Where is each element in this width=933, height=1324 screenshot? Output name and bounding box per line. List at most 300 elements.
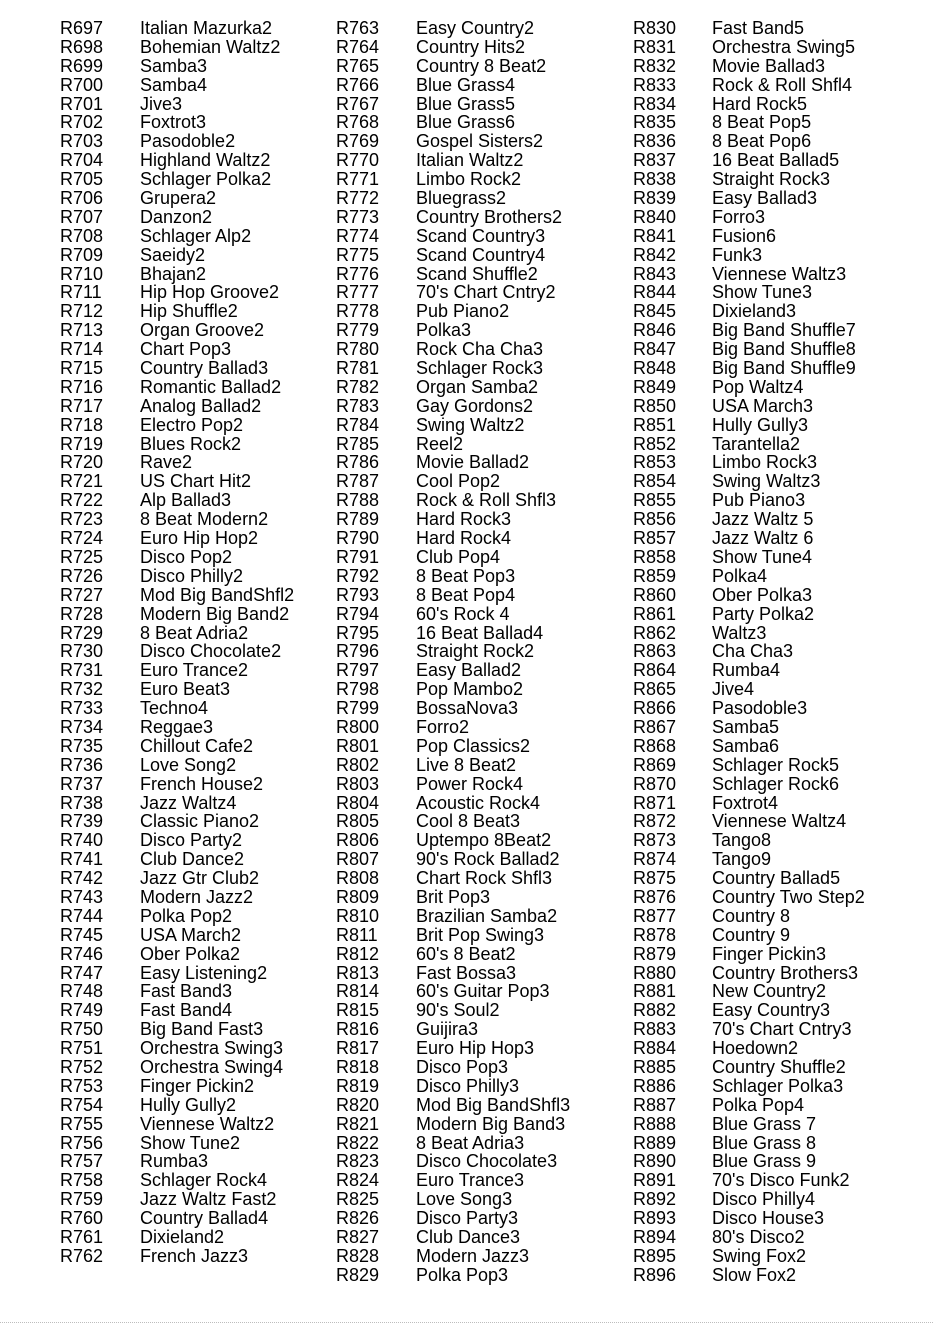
- rhythm-code: R883: [633, 1019, 677, 1040]
- rhythm-code: R877: [633, 905, 677, 926]
- rhythm-code: R813: [336, 962, 380, 983]
- rhythm-code: R845: [633, 301, 677, 322]
- rhythm-code: R784: [336, 414, 380, 435]
- rhythm-name: Club Dance2: [140, 849, 245, 870]
- rhythm-name: Electro Pop2: [140, 414, 244, 435]
- rhythm-code: R895: [633, 1245, 677, 1266]
- rhythm-name: Pasodoble2: [140, 131, 236, 152]
- rhythm-code: R894: [633, 1227, 677, 1247]
- rhythm-name: Disco Chocolate2: [140, 641, 282, 662]
- rhythm-name: Mod Big BandShfl2: [140, 584, 295, 605]
- rhythm-name: Analog Ballad2: [140, 395, 262, 416]
- rhythm-name: Easy Country3: [712, 1000, 831, 1021]
- rhythm-code: R797: [336, 660, 380, 681]
- rhythm-name: Fusion6: [712, 225, 777, 246]
- rhythm-name: Samba6: [712, 735, 780, 756]
- rhythm-name: Pop Classics2: [416, 735, 531, 756]
- rhythm-name: Uptempo 8Beat2: [416, 830, 552, 851]
- rhythm-name: 16 Beat Ballad5: [712, 150, 840, 171]
- rhythm-name: Polka3: [416, 320, 472, 341]
- rhythm-name: Hard Rock5: [712, 93, 808, 114]
- rhythm-code: R802: [336, 754, 380, 775]
- rhythm-code: R730: [60, 641, 104, 662]
- rhythm-code: R729: [60, 622, 104, 643]
- rhythm-name: Brazilian Samba2: [416, 905, 558, 926]
- rhythm-name: Fast Band4: [140, 1000, 233, 1021]
- rhythm-code: R719: [60, 433, 104, 454]
- rhythm-name: Love Song3: [416, 1189, 513, 1210]
- rhythm-code: R896: [633, 1264, 677, 1285]
- rhythm-name: Country 9: [712, 924, 791, 945]
- rhythm-name: Disco Philly2: [140, 565, 244, 586]
- rhythm-code: R770: [336, 150, 380, 171]
- rhythm-code: R737: [60, 773, 104, 794]
- rhythm-name: Samba4: [140, 74, 208, 95]
- rhythm-code: R794: [336, 603, 380, 624]
- rhythm-name: Swing Waltz2: [416, 414, 525, 435]
- rhythm-name: Gay Gordons2: [416, 395, 534, 416]
- rhythm-name: Country Ballad4: [140, 1208, 269, 1229]
- rhythm-code: R786: [336, 452, 380, 473]
- rhythm-code: R722: [60, 490, 104, 511]
- rhythm-code: R782: [336, 376, 380, 397]
- rhythm-name: Easy Listening2: [140, 962, 268, 983]
- rhythm-name: Disco House3: [712, 1208, 825, 1229]
- rhythm-name: Forro2: [416, 716, 470, 737]
- rhythm-code: R773: [336, 206, 380, 227]
- rhythm-name: 8 Beat Pop5: [712, 112, 812, 133]
- rhythm-name: 70's Disco Funk2: [712, 1170, 850, 1191]
- rhythm-code: R740: [60, 830, 104, 851]
- rhythm-code: R886: [633, 1075, 677, 1096]
- rhythm-name: Blue Grass 8: [712, 1132, 817, 1153]
- rhythm-name: Limbo Rock2: [416, 169, 522, 190]
- rhythm-code: R707: [60, 206, 104, 227]
- rhythm-name: Bohemian Waltz2: [140, 36, 281, 57]
- rhythm-code: R852: [633, 433, 677, 454]
- rhythm-code: R764: [336, 36, 380, 57]
- rhythm-code: R801: [336, 735, 380, 756]
- rhythm-code: R880: [633, 962, 677, 983]
- rhythm-name: Hip Shuffle2: [140, 301, 238, 322]
- rhythm-name: Forro3: [712, 206, 766, 227]
- rhythm-name: Euro Hip Hop3: [416, 1038, 535, 1059]
- rhythm-code: R872: [633, 811, 677, 832]
- rhythm-name: Easy Country2: [416, 18, 535, 38]
- rhythm-name: Jazz Waltz 5: [712, 509, 814, 530]
- rhythm-code: R867: [633, 716, 677, 737]
- rhythm-code: R868: [633, 735, 677, 756]
- rhythm-code: R887: [633, 1094, 677, 1115]
- rhythm-code: R859: [633, 565, 677, 586]
- rhythm-code: R748: [60, 981, 104, 1002]
- rhythm-code: R851: [633, 414, 677, 435]
- rhythm-name: Disco Pop2: [140, 546, 233, 567]
- rhythm-name: Blue Grass 7: [712, 1113, 817, 1134]
- rhythm-name: BossaNova3: [416, 698, 519, 719]
- rhythm-code: R747: [60, 962, 104, 983]
- rhythm-name: 8 Beat Adria3: [416, 1132, 525, 1153]
- rhythm-code: R819: [336, 1075, 380, 1096]
- rhythm-code: R754: [60, 1094, 104, 1115]
- rhythm-code: R861: [633, 603, 677, 624]
- rhythm-code: R703: [60, 131, 104, 152]
- rhythm-name: Rock & Roll Shfl3: [416, 490, 557, 511]
- rhythm-code: R766: [336, 74, 380, 95]
- rhythm-name: Limbo Rock3: [712, 452, 818, 473]
- rhythm-code: R732: [60, 679, 104, 700]
- rhythm-code: R846: [633, 320, 677, 341]
- rhythm-name: Chillout Cafe2: [140, 735, 254, 756]
- rhythm-name: Euro Trance3: [416, 1170, 525, 1191]
- rhythm-name: 8 Beat Pop3: [416, 565, 516, 586]
- rhythm-code: R762: [60, 1245, 104, 1266]
- rhythm-code: R812: [336, 943, 380, 964]
- rhythm-code: R885: [633, 1056, 677, 1077]
- rhythm-code: R835: [633, 112, 677, 133]
- rhythm-code: R718: [60, 414, 104, 435]
- rhythm-code: R778: [336, 301, 380, 322]
- rhythm-code: R865: [633, 679, 677, 700]
- rhythm-code: R720: [60, 452, 104, 473]
- rhythm-name: 70's Chart Cntry3: [712, 1019, 852, 1040]
- rhythm-code: R701: [60, 93, 104, 114]
- rhythm-name: Club Pop4: [416, 546, 501, 567]
- rhythm-code: R890: [633, 1151, 677, 1172]
- rhythm-name: Euro Trance2: [140, 660, 249, 681]
- rhythm-code: R744: [60, 905, 104, 926]
- rhythm-code: R863: [633, 641, 677, 662]
- rhythm-name: Polka Pop3: [416, 1264, 509, 1285]
- rhythm-name: Modern Jazz3: [416, 1245, 530, 1266]
- rhythm-code: R727: [60, 584, 104, 605]
- rhythm-name: Rock & Roll Shfl4: [712, 74, 853, 95]
- rhythm-name: Euro Beat3: [140, 679, 231, 700]
- rhythm-name: Italian Mazurka2: [140, 18, 273, 38]
- rhythm-code: R787: [336, 471, 380, 492]
- rhythm-name: Rock Cha Cha3: [416, 339, 544, 360]
- rhythm-code: R791: [336, 546, 380, 567]
- rhythm-name: Schlager Rock4: [140, 1170, 268, 1191]
- rhythm-name: Organ Samba2: [416, 376, 539, 397]
- rhythm-name: Gospel Sisters2: [416, 131, 544, 152]
- rhythm-code: R853: [633, 452, 677, 473]
- rhythm-code: R803: [336, 773, 380, 794]
- rhythm-name: Club Dance3: [416, 1227, 521, 1247]
- rhythm-code: R710: [60, 263, 104, 284]
- rhythm-name: Hard Rock4: [416, 528, 512, 549]
- rhythm-code: R790: [336, 528, 380, 549]
- rhythm-code: R752: [60, 1056, 104, 1077]
- rhythm-code: R739: [60, 811, 104, 832]
- page-bottom-rule: [0, 1322, 933, 1323]
- rhythm-name: 70's Chart Cntry2: [416, 282, 556, 303]
- rhythm-name: Love Song2: [140, 754, 237, 775]
- rhythm-name: Schlager Polka3: [712, 1075, 844, 1096]
- rhythm-code: R709: [60, 244, 104, 265]
- rhythm-name: Tarantella2: [712, 433, 801, 454]
- rhythm-name: Fast Band5: [712, 18, 805, 38]
- rhythm-name: Blue Grass4: [416, 74, 516, 95]
- rhythm-code: R756: [60, 1132, 104, 1153]
- rhythm-name: Easy Ballad2: [416, 660, 522, 681]
- rhythm-name: Pub Piano3: [712, 490, 806, 511]
- rhythm-name: Tango8: [712, 830, 772, 851]
- rhythm-name: Viennese Waltz3: [712, 263, 847, 284]
- rhythm-code: R830: [633, 18, 677, 38]
- rhythm-code: R698: [60, 36, 104, 57]
- rhythm-name: Reggae3: [140, 716, 214, 737]
- rhythm-code: R743: [60, 886, 104, 907]
- rhythm-code: R699: [60, 55, 104, 76]
- rhythm-code: R822: [336, 1132, 380, 1153]
- rhythm-name: Techno4: [140, 698, 209, 719]
- rhythm-code: R847: [633, 339, 677, 360]
- rhythm-name: Cool 8 Beat3: [416, 811, 521, 832]
- rhythm-code: R702: [60, 112, 104, 133]
- rhythm-code: R889: [633, 1132, 677, 1153]
- rhythm-name: Disco Philly3: [416, 1075, 520, 1096]
- rhythm-code: R731: [60, 660, 104, 681]
- rhythm-code: R708: [60, 225, 104, 246]
- rhythm-code: R750: [60, 1019, 104, 1040]
- rhythm-name: Big Band Shuffle9: [712, 358, 856, 379]
- rhythm-code: R810: [336, 905, 380, 926]
- rhythm-name: Rumba4: [712, 660, 781, 681]
- rhythm-name: 16 Beat Ballad4: [416, 622, 544, 643]
- rhythm-name: Organ Groove2: [140, 320, 265, 341]
- rhythm-name: 8 Beat Modern2: [140, 509, 269, 530]
- rhythm-code: R768: [336, 112, 380, 133]
- rhythm-name: Rave2: [140, 452, 193, 473]
- rhythm-name: Cha Cha3: [712, 641, 794, 662]
- rhythm-name: Disco Pop3: [416, 1056, 509, 1077]
- rhythm-code: R741: [60, 849, 104, 870]
- rhythm-name: Brit Pop3: [416, 886, 491, 907]
- rhythm-code: R878: [633, 924, 677, 945]
- rhythm-code: R814: [336, 981, 380, 1002]
- rhythm-name: Foxtrot3: [140, 112, 207, 133]
- rhythm-name: Foxtrot4: [712, 792, 779, 813]
- rhythm-name: Pub Piano2: [416, 301, 510, 322]
- rhythm-name: Ober Polka2: [140, 943, 241, 964]
- rhythm-name: Cool Pop2: [416, 471, 501, 492]
- rhythm-name: Bhajan2: [140, 263, 207, 284]
- rhythm-name: Orchestra Swing5: [712, 36, 856, 57]
- rhythm-code: R809: [336, 886, 380, 907]
- rhythm-code: R759: [60, 1189, 104, 1210]
- rhythm-code: R723: [60, 509, 104, 530]
- rhythm-name: Modern Big Band2: [140, 603, 290, 624]
- rhythm-code: R779: [336, 320, 380, 341]
- rhythm-name: Rumba3: [140, 1151, 209, 1172]
- rhythm-code: R808: [336, 868, 380, 889]
- rhythm-name: Country Brothers2: [416, 206, 563, 227]
- rhythm-name: Disco Philly4: [712, 1189, 816, 1210]
- rhythm-code: R844: [633, 282, 677, 303]
- rhythm-code: R757: [60, 1151, 104, 1172]
- rhythm-name: Swing Waltz3: [712, 471, 821, 492]
- rhythm-name: Pop Waltz4: [712, 376, 804, 397]
- rhythm-name: Jive4: [712, 679, 755, 700]
- rhythm-code: R829: [336, 1264, 380, 1285]
- rhythm-name: Alp Ballad3: [140, 490, 232, 511]
- rhythm-code: R879: [633, 943, 677, 964]
- rhythm-code: R769: [336, 131, 380, 152]
- rhythm-code: R855: [633, 490, 677, 511]
- rhythm-code: R875: [633, 868, 677, 889]
- rhythm-name: Mod Big BandShfl3: [416, 1094, 571, 1115]
- rhythm-code: R717: [60, 395, 104, 416]
- rhythm-code: R850: [633, 395, 677, 416]
- rhythm-name: Bluegrass2: [416, 188, 507, 209]
- rhythm-name: Orchestra Swing3: [140, 1038, 284, 1059]
- rhythm-code: R848: [633, 358, 677, 379]
- rhythm-name: Modern Jazz2: [140, 886, 254, 907]
- rhythm-code: R733: [60, 698, 104, 719]
- rhythm-code: R860: [633, 584, 677, 605]
- rhythm-code: R777: [336, 282, 380, 303]
- rhythm-name: USA March2: [140, 924, 242, 945]
- rhythm-name: Blues Rock2: [140, 433, 242, 454]
- rhythm-code: R765: [336, 55, 380, 76]
- rhythm-name: Jazz Waltz Fast2: [140, 1189, 277, 1210]
- rhythm-name: Romantic Ballad2: [140, 376, 282, 397]
- rhythm-name: 60's Guitar Pop3: [416, 981, 550, 1002]
- rhythm-code: R795: [336, 622, 380, 643]
- rhythm-name: Country Ballad5: [712, 868, 841, 889]
- rhythm-code: R788: [336, 490, 380, 511]
- rhythm-code: R882: [633, 1000, 677, 1021]
- rhythm-name: 80's Disco2: [712, 1227, 805, 1247]
- rhythm-name: 60's Rock 4: [416, 603, 510, 624]
- rhythm-name: Polka4: [712, 565, 768, 586]
- rhythm-code: R760: [60, 1208, 104, 1229]
- rhythm-code: R761: [60, 1227, 104, 1247]
- rhythm-code: R706: [60, 188, 104, 209]
- rhythm-name: French Jazz3: [140, 1245, 249, 1266]
- rhythm-code: R712: [60, 301, 104, 322]
- rhythm-name: Country 8: [712, 905, 791, 926]
- rhythm-code: R745: [60, 924, 104, 945]
- rhythm-code: R876: [633, 886, 677, 907]
- rhythm-code: R725: [60, 546, 104, 567]
- rhythm-name: Show Tune4: [712, 546, 813, 567]
- rhythm-name: Blue Grass5: [416, 93, 516, 114]
- rhythm-name: Country Two Step2: [712, 886, 865, 907]
- rhythm-code: R805: [336, 811, 380, 832]
- rhythm-code: R776: [336, 263, 380, 284]
- rhythm-code: R874: [633, 849, 677, 870]
- rhythm-name: Finger Pickin2: [140, 1075, 255, 1096]
- rhythm-code: R821: [336, 1113, 380, 1134]
- rhythm-name: Big Band Fast3: [140, 1019, 264, 1040]
- rhythm-code: R864: [633, 660, 677, 681]
- rhythm-code: R783: [336, 395, 380, 416]
- rhythm-name: Saeidy2: [140, 244, 206, 265]
- rhythm-name: Schlager Rock6: [712, 773, 840, 794]
- rhythm-code: R816: [336, 1019, 380, 1040]
- rhythm-name: Swing Fox2: [712, 1245, 807, 1266]
- rhythm-name: 60's 8 Beat2: [416, 943, 516, 964]
- rhythm-code: R793: [336, 584, 380, 605]
- rhythm-name: Jive3: [140, 93, 183, 114]
- rhythm-name: Finger Pickin3: [712, 943, 827, 964]
- rhythm-code: R734: [60, 716, 104, 737]
- rhythm-code: R772: [336, 188, 380, 209]
- rhythm-name: Country Hits2: [416, 36, 526, 57]
- rhythm-code: R840: [633, 206, 677, 227]
- rhythm-name: Tango9: [712, 849, 772, 870]
- rhythm-name: Polka Pop4: [712, 1094, 805, 1115]
- rhythm-name: Polka Pop2: [140, 905, 233, 926]
- rhythm-code: R796: [336, 641, 380, 662]
- rhythm-code: R742: [60, 868, 104, 889]
- rhythm-name: 90's Rock Ballad2: [416, 849, 560, 870]
- rhythm-code: R839: [633, 188, 677, 209]
- rhythm-code: R834: [633, 93, 677, 114]
- rhythm-code: R799: [336, 698, 380, 719]
- rhythm-name: Hoedown2: [712, 1038, 799, 1059]
- rhythm-name: Chart Rock Shfl3: [416, 868, 553, 889]
- rhythm-name: US Chart Hit2: [140, 471, 252, 492]
- rhythm-name: Danzon2: [140, 206, 213, 227]
- rhythm-name: Hully Gully3: [712, 414, 809, 435]
- rhythm-name: Party Polka2: [712, 603, 815, 624]
- rhythm-code: R804: [336, 792, 380, 813]
- rhythm-code: R823: [336, 1151, 380, 1172]
- rhythm-code: R820: [336, 1094, 380, 1115]
- rhythm-code: R884: [633, 1038, 677, 1059]
- rhythm-name: Schlager Alp2: [140, 225, 252, 246]
- rhythm-name: Grupera2: [140, 188, 217, 209]
- rhythm-name: 8 Beat Pop4: [416, 584, 516, 605]
- rhythm-code: R746: [60, 943, 104, 964]
- rhythm-code: R881: [633, 981, 677, 1002]
- rhythm-code: R697: [60, 18, 104, 38]
- rhythm-name: Viennese Waltz2: [140, 1113, 275, 1134]
- rhythm-name: Dixieland2: [140, 1227, 225, 1247]
- rhythm-name: Waltz3: [712, 622, 767, 643]
- rhythm-name: Movie Ballad3: [712, 55, 826, 76]
- rhythm-name: Hard Rock3: [416, 509, 512, 530]
- rhythm-name: Blue Grass6: [416, 112, 516, 133]
- rhythm-code: R738: [60, 792, 104, 813]
- rhythm-code: R735: [60, 735, 104, 756]
- rhythm-code: R862: [633, 622, 677, 643]
- rhythm-name: Slow Fox2: [712, 1264, 797, 1285]
- rhythm-name: Italian Waltz2: [416, 150, 524, 171]
- rhythm-code: R716: [60, 376, 104, 397]
- rhythm-code: R724: [60, 528, 104, 549]
- rhythm-code: R700: [60, 74, 104, 95]
- rhythm-code: R857: [633, 528, 677, 549]
- rhythm-code: R751: [60, 1038, 104, 1059]
- rhythm-code: R825: [336, 1189, 380, 1210]
- rhythm-code: R870: [633, 773, 677, 794]
- rhythm-name: Country 8 Beat2: [416, 55, 547, 76]
- rhythm-name: New Country2: [712, 981, 827, 1002]
- rhythm-name: Modern Big Band3: [416, 1113, 566, 1134]
- rhythm-code: R837: [633, 150, 677, 171]
- rhythm-code: R715: [60, 358, 104, 379]
- rhythm-name: Dixieland3: [712, 301, 797, 322]
- rhythm-code: R771: [336, 169, 380, 190]
- rhythm-code: R893: [633, 1208, 677, 1229]
- rhythm-name: 8 Beat Adria2: [140, 622, 249, 643]
- rhythm-code: R705: [60, 169, 104, 190]
- rhythm-name: Country Brothers3: [712, 962, 859, 983]
